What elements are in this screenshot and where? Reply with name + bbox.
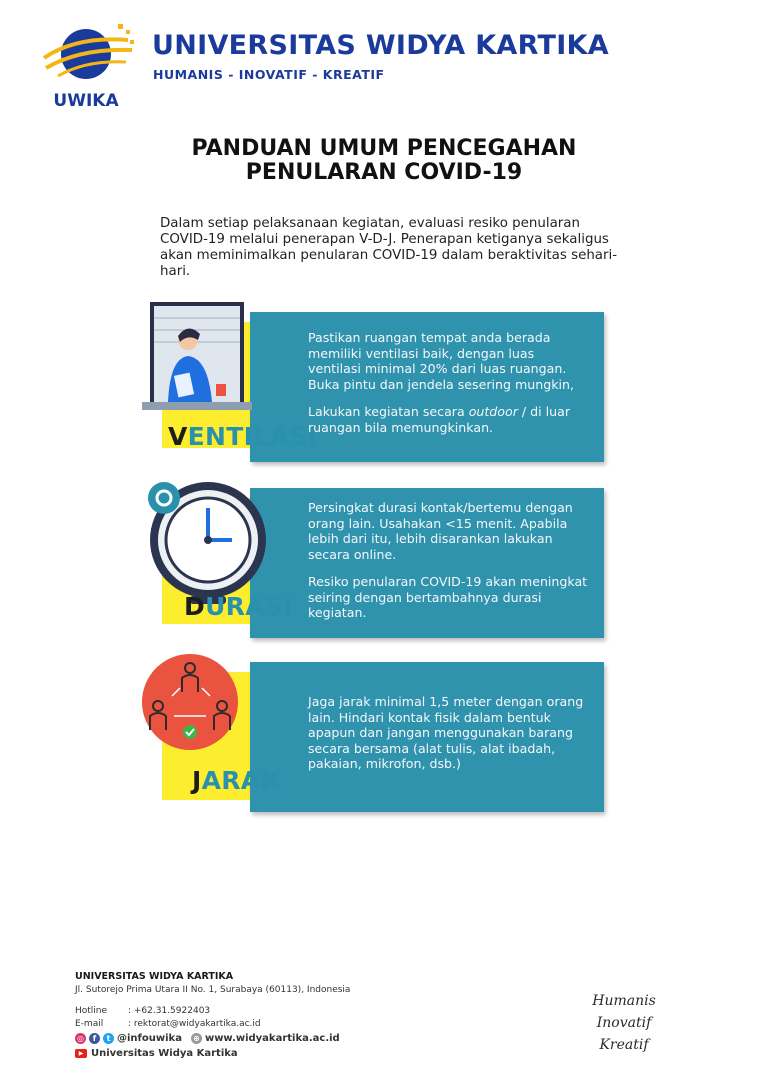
globe-icon: ⊕: [191, 1033, 202, 1044]
footer-social-row: [75, 1033, 340, 1044]
page-title-line2: PENULARAN COVID-19: [245, 160, 523, 185]
footer-university-name: UNIVERSITAS WIDYA KARTIKA: [75, 971, 234, 982]
card-ventilasi-p1: Pastikan ruangan tempat anda berada memiliki ventilasi baik, dengan luas ventilasi minimal 20% dari luas ruangan. Buka pintu dan jendela sesering mungkin,: [308, 330, 574, 392]
card-jarak-p1: Jaga jarak minimal 1,5 meter dengan orang lain. Hindari kontak fisik dalam bentuk apapun dan jangan menggunakan barang secara bersama (alat tulis, alat ibadah, pakaian, mikrofon, dsb.): [308, 694, 584, 771]
card-word-jarak: JARAK: [192, 766, 281, 795]
clock-icon: [142, 478, 272, 608]
card-ventilasi-p2: Lakukan kegiatan secara outdoor / di luar ruangan bila memungkinkan.: [308, 404, 571, 435]
card-jarak: [162, 652, 606, 816]
window-person-icon: [142, 298, 252, 418]
footer-youtube-row: [75, 1048, 238, 1059]
page-title-line1: PANDUAN UMUM PENCEGAHAN: [191, 136, 577, 161]
card-text-durasi: [308, 500, 590, 633]
distance-people-icon: [140, 652, 240, 752]
logo-text: UWIKA: [53, 91, 119, 110]
footer-hotline-label: Hotline: [75, 1006, 108, 1016]
intro-paragraph: Dalam setiap pelaksanaan kegiatan, evaluasi resiko penularan COVID-19 melalui penerapan V-D-J. Penerapan ketiganya sekaligus akan meminimalkan penularan COVID-19 dalam beraktivitas sehari-hari.: [160, 216, 618, 279]
footer-address: Jl. Sutorejo Prima Utara II No. 1, Surabaya (60113), Indonesia: [75, 985, 351, 995]
card-text-ventilasi: [308, 330, 590, 447]
twitter-icon[interactable]: t: [103, 1033, 114, 1044]
card-durasi-p2: Resiko penularan COVID-19 akan meningkat seiring dengan bertambahnya durasi kegiatan.: [308, 574, 588, 620]
card-durasi: [162, 478, 606, 642]
footer-hotline-value: : +62.31.5922403: [128, 1006, 211, 1016]
tagline: HUMANIS - INOVATIF - KREATIF: [153, 67, 385, 82]
instagram-icon[interactable]: ◎: [75, 1033, 86, 1044]
card-ventilasi: [162, 302, 606, 466]
university-name: UNIVERSITAS WIDYA KARTIKA: [152, 30, 609, 61]
motto-signature: Humanis Inovatif Kreatif: [592, 993, 656, 1053]
website-link[interactable]: www.widyakartika.ac.id: [204, 1033, 340, 1044]
facebook-icon[interactable]: f: [89, 1033, 100, 1044]
card-text-jarak: [308, 694, 590, 784]
uwika-logo: [36, 18, 140, 110]
card-word-ventilasi: VENTILASI: [168, 422, 317, 451]
social-handle[interactable]: @infouwika: [117, 1033, 182, 1044]
footer-email-value[interactable]: : rektorat@widyakartika.ac.id: [128, 1019, 261, 1029]
card-word-durasi: DURASI: [184, 592, 293, 621]
card-durasi-p1: Persingkat durasi kontak/bertemu dengan orang lain. Usahakan <15 menit. Apabila lebih dari itu, lebih disarankan lakukan secara online.: [308, 500, 573, 562]
footer-email-label: E-mail: [75, 1019, 104, 1029]
youtube-icon[interactable]: ▶: [75, 1049, 87, 1058]
youtube-channel[interactable]: Universitas Widya Kartika: [91, 1048, 238, 1059]
